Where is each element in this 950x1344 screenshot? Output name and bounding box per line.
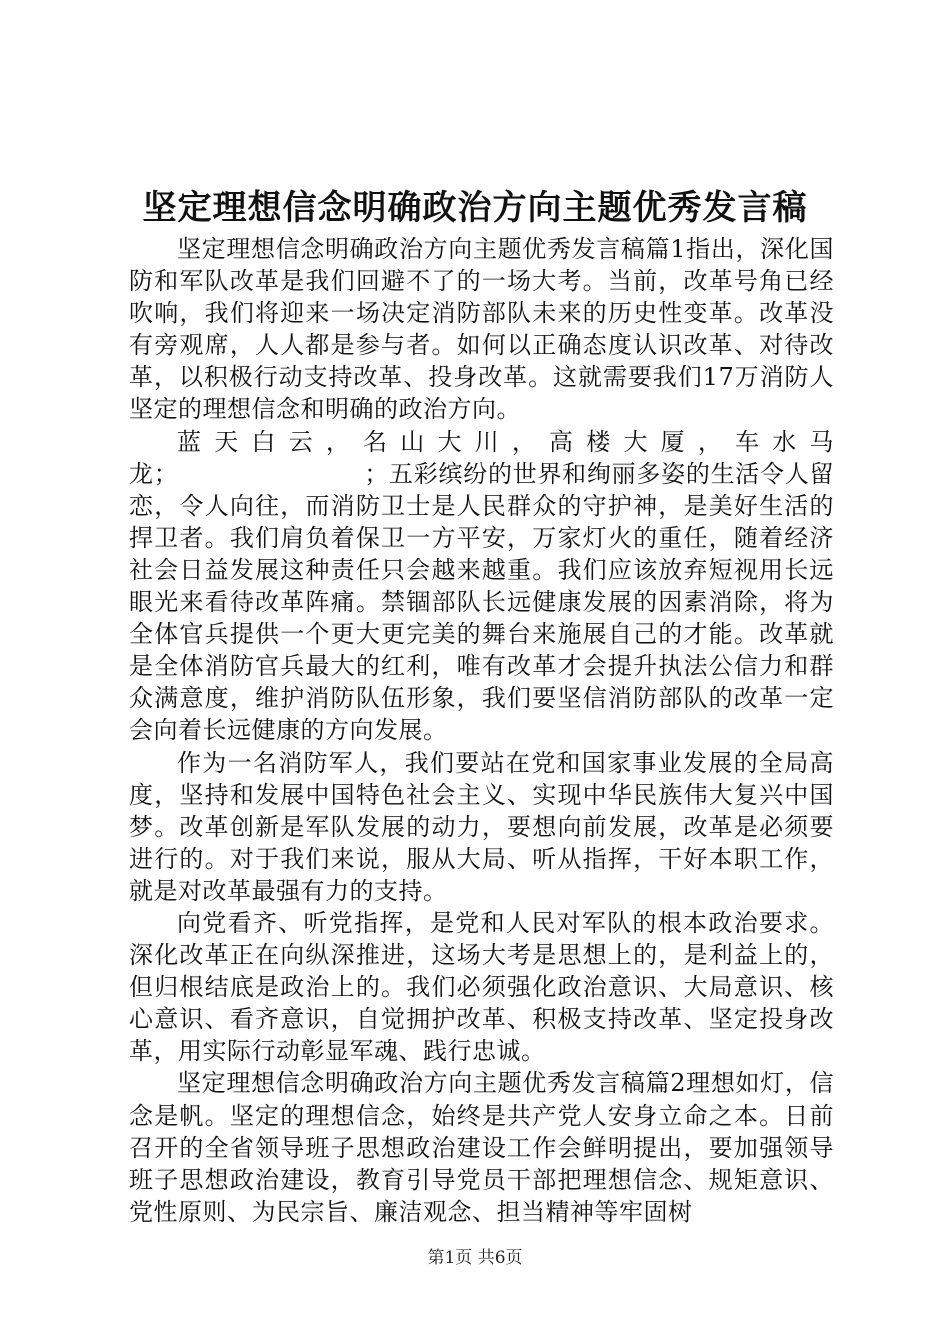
document-body: [129, 233, 834, 1228]
paragraph-1: 坚定理想信念明确政治方向主题优秀发言稿篇1指出，深化国防和军队改革是我们回避不了的一场大考。当前，改革号角已经吹响，我们将迎来一场决定消防部队未来的历史性变革。改革没有旁观席，人人都是参与者。如何以正确态度认识改革、对待改革，以积极行动支持改革、投身改革。这就需要我们17万消防人坚定的理想信念和明确的政治方向。: [129, 235, 834, 424]
paragraph-2: 蓝天白云，名山大川，高楼大厦，车水马龙； ；五彩缤纷的世界和绚丽多姿的生活令人留恋，令人向往，而消防卫士是人民群众的守护神，是美好生活的捍卫者。我们肩负着保卫一方平安，万家灯火的重任，随着经济社会日益发展这种责任只会越来越重。我们应该放弃短视用长远眼光来看待改革阵痛。禁锢部队长远健康发展的因素消除，将为全体官兵提供一个更大更完美的舞台来施展自己的才能。改革就是全体消防官兵最大的红利，唯有改革才会提升执法公信力和群众满意度，维护消防队伍形象，我们要坚信消防部队的改革一定会向着长远健康的方向发展。: [129, 427, 834, 745]
paragraph-5: 坚定理想信念明确政治方向主题优秀发言稿篇2理想如灯，信念是帆。坚定的理想信念，始终是共产党人安身立命之本。日前召开的全省领导班子思想政治建设工作会鲜明提出，要加强领导班子思想政治建设，教育引导党员干部把理想信念、规矩意识、党性原则、为民宗旨、廉洁观念、担当精神等牢固树: [129, 1069, 834, 1226]
paragraph-3: 作为一名消防军人，我们要站在党和国家事业发展的全局高度，坚持和发展中国特色社会主义、实现中华民族伟大复兴中国梦。改革创新是军队发展的动力，要想向前发展，改革是必须要进行的。对于我们来说，服从大局、听从指挥，干好本职工作，就是对改革最强有力的支持。: [129, 748, 834, 905]
page-footer: 第1页 共6页: [427, 1248, 523, 1268]
document-title: 坚定理想信念明确政治方向主题优秀发言稿: [142, 188, 808, 228]
paragraph-4: 向党看齐、听党指挥，是党和人民对军队的根本政治要求。深化改革正在向纵深推进，这场大考是思想上的，是利益上的，但归根结底是政治上的。我们必须强化政治意识、大局意识、核心意识、看齐意识，自觉拥护改革、积极支持改革、坚定投身改革，用实际行动彰显军魂、践行忠诚。: [129, 908, 834, 1066]
